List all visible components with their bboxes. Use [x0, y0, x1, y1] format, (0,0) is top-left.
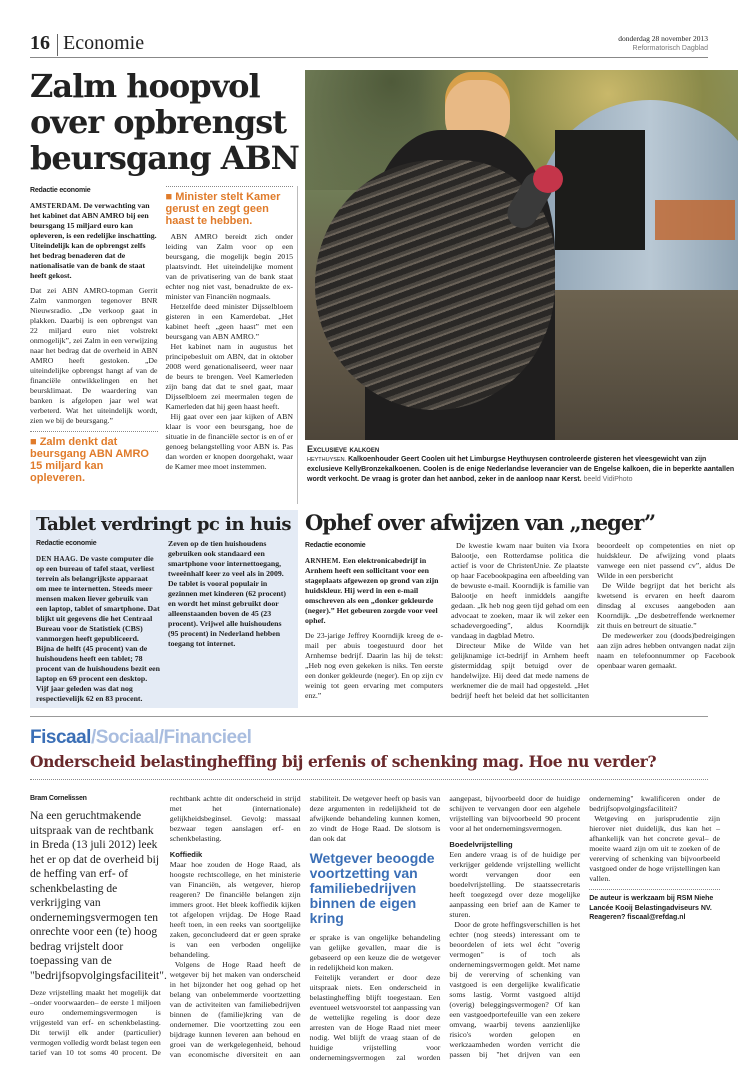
paragraph: De Wilde begrijpt dat het bericht als kwetsend is ervaren en heeft daarom dinsdag al excuses aangeboden aan Koorndijk. „De desbetreffende werknemer zit thuis en betreurt de situatie.” [597, 581, 735, 630]
headline-line: over opbrengst [30, 103, 287, 141]
article-headline: Ophef over afwijzen van „neger” [305, 510, 656, 535]
ophef-article [305, 510, 738, 708]
intro-text: Na een geruchtmakende uitspraak van de rechtbank in Breda (13 juli 2012) leek het er op dat de overheid bij de heffing van erf- of schenkbelasting de verkrijging van ondernemingsvermogen ten onrechte voor een (te) hoog bedrag vrijstelt door toepassing van de "bedrijfsopvolgingsfaciliteit". [30, 810, 167, 982]
shed-rust [655, 200, 735, 240]
ophef-intro [305, 556, 443, 626]
photo-caption [307, 445, 737, 484]
subheading: Boedelvrijstelling [449, 840, 513, 849]
intro-text: Een elektronicabedrijf in Arnhem heeft een sollicitant voor een stageplaats afgewezen op grond van zijn huidskleur. Hij werd in een e-mail omschreven als een „donker gekleurde (neger).” Het gebeuren zorgde voor veel ophef. [305, 556, 439, 625]
tablet-text [36, 554, 160, 644]
intro-text: De verwachting van het kabinet dat ABN AMRO bij een beursgang 15 miljard euro kan opleveren, is een redelijke inschatting. Uiteindelijk kan de opbrengst zelfs het bedrag benaderen dat de nationalisatie van de bank de staat heeft gekost. [30, 201, 157, 280]
byline: Redactie economie [30, 187, 91, 194]
tablet-columns [36, 539, 292, 705]
paragraph: Hij gaat over een jaar kijken of ABN klaar is voor een beursgang, hoe de situatie in de financiële sector is en of er genoeg belangstelling voor ABN is. Pas dan worden er knopen doorgehakt, waar de Kamer mee moet instemmen. [165, 412, 293, 471]
lead-article [30, 186, 298, 504]
section-name: Economie [63, 32, 145, 54]
fiscaal-section-title [30, 727, 251, 749]
paragraph: Bijna de helft (45 procent) van de huishoudens heeft een tablet; 78 procent van de huishoudens bezit een laptop en 69 procent een desktop. Vijf jaar geleden was dat nog respectievelijk 62 en 83 procent. Zeven op de tien huishoudens gebruiken ook standaard een smartphone voor internettoegang, tweeënhalf keer zo veel als in 2009. [36, 539, 284, 703]
pullquote-text: Zalm denkt dat beursgang ABN AMRO 15 miljard kan opleveren. [30, 436, 149, 484]
paper-name: Reformatorisch Dagblad [632, 45, 708, 52]
paragraph: Hetzelfde deed minister Dijsselbloem gisteren in een Kamerdebat. „Het kabinet heeft „geen haast” met een beursgang van ABN AMRO.” [165, 302, 293, 341]
pullquote: Wetgever beoogde voortzetting van familiebedrijven binnen de eigen kring [309, 850, 435, 926]
tablet-article [30, 510, 298, 708]
photo-credit: beeld VidiPhoto [583, 475, 633, 483]
paragraph: Directeur Mike de Wilde van het gelijknamige ict-bedrijf in Arnhem heeft gistermiddag spijt betuigd over de handelwijze. Hij deed dat mede namens de werknemer die de mail had opgesteld. „Het bedrijf heeft het beleid dat het sollicitanten beoordeelt op competenties en niet op huidskleur. De afwijzing vond plaats vanwege een niet passend cv”, aldus De Wilde in een persbericht [451, 541, 735, 700]
paragraph: Dat zei ABN AMRO-topman Gerrit Zalm vanmorgen tegenover BNR Nieuwsradio. „De verkoop gaat in plakken. Daarbij is een opbrengst van 22 miljard euro niet volstrekt onmogelijk”, zei Zalm in een verwijzing naar het bedrag dat de overheid in ABN AMRO heeft gestoken. „De uiteindelijke opbrengst hangt af van de financiële ontwikkelingen en het beursklimaat. De waardering van banken is afgelopen jaar wel wat verbeterd. Wat het uiteindelijk wordt, zien we bij de beursgang.” [30, 286, 158, 425]
paragraph: De medewerker zou (doods)bedreigingen aan zijn adres hebben ontvangen nadat zijn naam en telefoonnummer op Facebook openbaar waren gemaakt. [597, 631, 735, 670]
section-main: Fiscaal [30, 727, 91, 748]
section-rest: /Sociaal/Financieel [90, 727, 252, 748]
paragraph: Door de grote heffingsverschillen is het echter (nog steeds) interessant om te beoordelen of iets wel écht "overig vermogen" is of toch als ondernemingsvermogen geldt. Met name bij de vererving of schenking van vastgoed is een dergelijke kwalificatie soms lastig. Vormt vastgoed altijd (overig) beleggingsvermogen? Of kan een vastgoedportefeuille van een zekere omvang, waarbij tevens aanzienlijke risico's worden gelopen en werkzaamheden worden verricht die passen bij "het drijven van een onderneming" kwalificeren onder de bedrijfsopvolgingsfaciliteit? [449, 794, 720, 1059]
page-number: 16 [30, 32, 50, 54]
dateline: ARNHEM. [305, 557, 341, 565]
caption-text [307, 455, 737, 485]
page-header [30, 32, 708, 58]
caption-title: Exclusieve kalkoen [307, 444, 380, 454]
paragraph: Deze vrijstelling maakt het mogelijk dat –onder voorwaarden– de eerste 1 miljoen euro ondernemingsvermogen is vrijgesteld van erf- en schenkbelasting. Dit terwijl elk ander (particulier) vermogen volledig wordt belast tegen een tarief van 10 tot soms 40 procent. De rechtbank achtte dit onderscheid in strijd met het (internationale) gelijkheidsbeginsel. Gevolg: massaal bezwaar tegen aanslagen erf- en schenkbelasting. [30, 794, 301, 1057]
subheading: Koffiedik [169, 850, 203, 859]
article-headline: Tablet verdringt pc in huis [36, 514, 291, 535]
headline-line: beursgang ABN [30, 139, 299, 177]
lead-intro [30, 201, 158, 281]
fiscaal-columns [30, 794, 720, 1064]
paragraph: Feitelijk verandert er door deze uitspraak niets. Een onderscheid in belastingheffing blijft toegestaan. Een eventueel wetsvoorstel tot aanpassing van de wettelijke regeling is door deze arresten van de Hoge Raad niet meer nodig. Wel blijft de vraag staan of de huidige vrijstelling voor ondernemingsvermogen zal worden aangepast, bijvoorbeeld door de huidige schijven te vervangen door een algehele vrijstelling van bijvoorbeeld 90 procent voor al het ondernemingsvermogen. [309, 794, 581, 1062]
paragraph: De 23-jarige Jeffrey Koorndijk kreeg de e-mail per abuis toegestuurd door het Arnhemse bedrijf. Daarin las hij de tekst: „Heb nog even gekeken is niks. Ten eerste een donker gekleurde (neger). En op zijn cv weinig tot geen ervaring met computers enz.” [305, 631, 443, 700]
byline: Redactie economie [305, 542, 366, 549]
pullquote: ■ Minister stelt Kamer gerust en zegt geen haast te hebben. [166, 186, 294, 232]
paragraph: Het kabinet nam in augustus het principebesluit om ABN, dat in oktober 2008 werd genationaliseerd, weer naar de beurs te brengen. Veel Kamerleden zijn bang dat dat te snel gaat, maar Dijsselbloem zei meermalen tegen de Kamerleden dat hij geen haast heeft. [165, 342, 293, 411]
caption-body: Kalkoenhouder Geert Coolen uit het Limburgse Heythuysen controleerde gisteren het vleesgewicht van zijn exclusieve KellyBronzekalkoenen. Coolen is de enige Nederlandse leverancier van de Engelse kalkoen, die in beperkte aantallen wordt verkocht. De vraag is groter dan het aanbod, zeker in de aanloop naar Kerst. [307, 455, 735, 483]
divider [57, 34, 58, 56]
byline: Redactie economie [36, 540, 97, 547]
date: donderdag 28 november 2013 [618, 34, 708, 43]
ophef-columns [305, 541, 735, 709]
turkey-photo [305, 70, 738, 440]
paragraph: De kwestie kwam naar buiten via Ixora Balootje, een Rotterdamse politica die actief is voor de ChristenUnie. Ze plaatste op haar Facebookpagina een afbeelding van de bewuste e-mail. Koorndijk is familie van Balootje en heeft inmiddels aangifte gedaan. „Ik heb nog geen tijd gehad om een advocaat te zoeken, maar ik wil zeker een schadevergoeding”, aldus Koorndijk vandaag in dagblad Metro. [451, 541, 589, 640]
dateline: DEN HAAG. [36, 555, 78, 563]
turkey-head [533, 165, 563, 193]
paragraph: De tablet is vooral populair in gezinnen met kinderen (62 procent) en wordt het minst gebruikt door alleenstaanden boven de 45 (23 procent). Vrijwel alle huishoudens (95 procent) in Nederland hebben toegang tot internet. [168, 579, 286, 648]
dateline: AMSTERDAM. [30, 202, 82, 210]
paragraph: ABN AMRO bereidt zich onder leiding van Zalm voor op een beursgang, die mogelijk begin 2015 plaatsvindt. Het uiteindelijke moment van de privatisering van de bank staat echter nog niet vast, benadrukte de ex-minister van Financiën nogmaals. [165, 232, 293, 301]
tablet-intro: De vaste computer die op een bureau of tafel staat, verliest terrein als belangrijkste apparaat om mee te internetten. Steeds meer mensen maken liever gebruik van een laptop, tablet of smartphone. Dat blijkt uit gegevens die het Centraal Bureau voor de Statistiek (CBS) vanmorgen heeft gepubliceerd. [36, 554, 160, 643]
caption-dateline: HEYTHUYSEN. [307, 456, 347, 463]
paragraph: Maar hoe zouden de Hoge Raad, als hoogste rechtscollege, en het ministerie van Financiën, als wetgever, hierop reageren? De financiële belangen zijn immers groot. Het bleek koffiedik kijken tot afgelopen vrijdag. De Hoge Raad heeft toen, in een reeks van soortgelijke zaken, geconcludeerd dat er geen sprake is van een verboden ongelijke behandeling. [169, 860, 301, 959]
lead-headline [30, 68, 305, 176]
paragraph: Wetgeving en jurisprudentie zijn hierover niet duidelijk, dus kan het – afhankelijk van het concrete geval– de moeite waard zijn om uit te zoeken of de vererving of schenking van bijvoorbeeld vastgoed onder de hoge vrijstellingen kan vallen. [589, 814, 720, 883]
paragraph: Een andere vraag is of de huidige per verkrijger geldende vrijstelling wellicht wordt vervangen door een boedelvrijstelling. De staatssecretaris heeft toegezegd over deze mogelijke aanpassing een brief aan de Kamer te sturen. [449, 850, 581, 919]
fiscaal-headline: Onderscheid belastingheffing bij erfenis of schenking mag. Hoe nu verder? [30, 752, 657, 771]
headline-line: Zalm hoopvol [30, 67, 260, 105]
shed-door [555, 130, 645, 250]
byline: Bram Cornelissen [30, 795, 87, 802]
dotted-divider [30, 779, 708, 780]
author-note: De auteur is werkzaam bij RSM Niehe Lancée Kooij Belastingadviseurs NV. Reageren? fiscaal@refdag.nl [589, 889, 720, 923]
paragraph: er sprake is van ongelijke behandeling van gelijke gevallen, maar die is gebaseerd op een keuze die de wetgever in redelijkheid kon maken. [309, 933, 441, 972]
pullquote-text: Minister stelt Kamer gerust en zegt geen haast te hebben. [165, 191, 281, 227]
paragraph: Volgens de Hoge Raad heeft de wetgever bij het maken van onderscheid in het bijzonder het oog gehad op het belang van onbelemmerde voortzetting van de activiteiten van familiebedrijven binnen de (familie)kring van de ondernemer. Die voortzetting zou een bijdrage kunnen leveren aan behoud en groei van de werkgelegenheid, behoud van economische diversiteit en aan stabiliteit. De wetgever heeft op basis van deze argumenten in redelijkheid tot de afwijkende behandeling kunnen komen, zo vindt de Hoge Raad. De slotsom is dan ook dat [169, 794, 441, 1059]
section-divider [30, 716, 708, 717]
pullquote: ■ Zalm denkt dat beursgang ABN AMRO 15 miljard kan opleveren. [30, 431, 158, 489]
